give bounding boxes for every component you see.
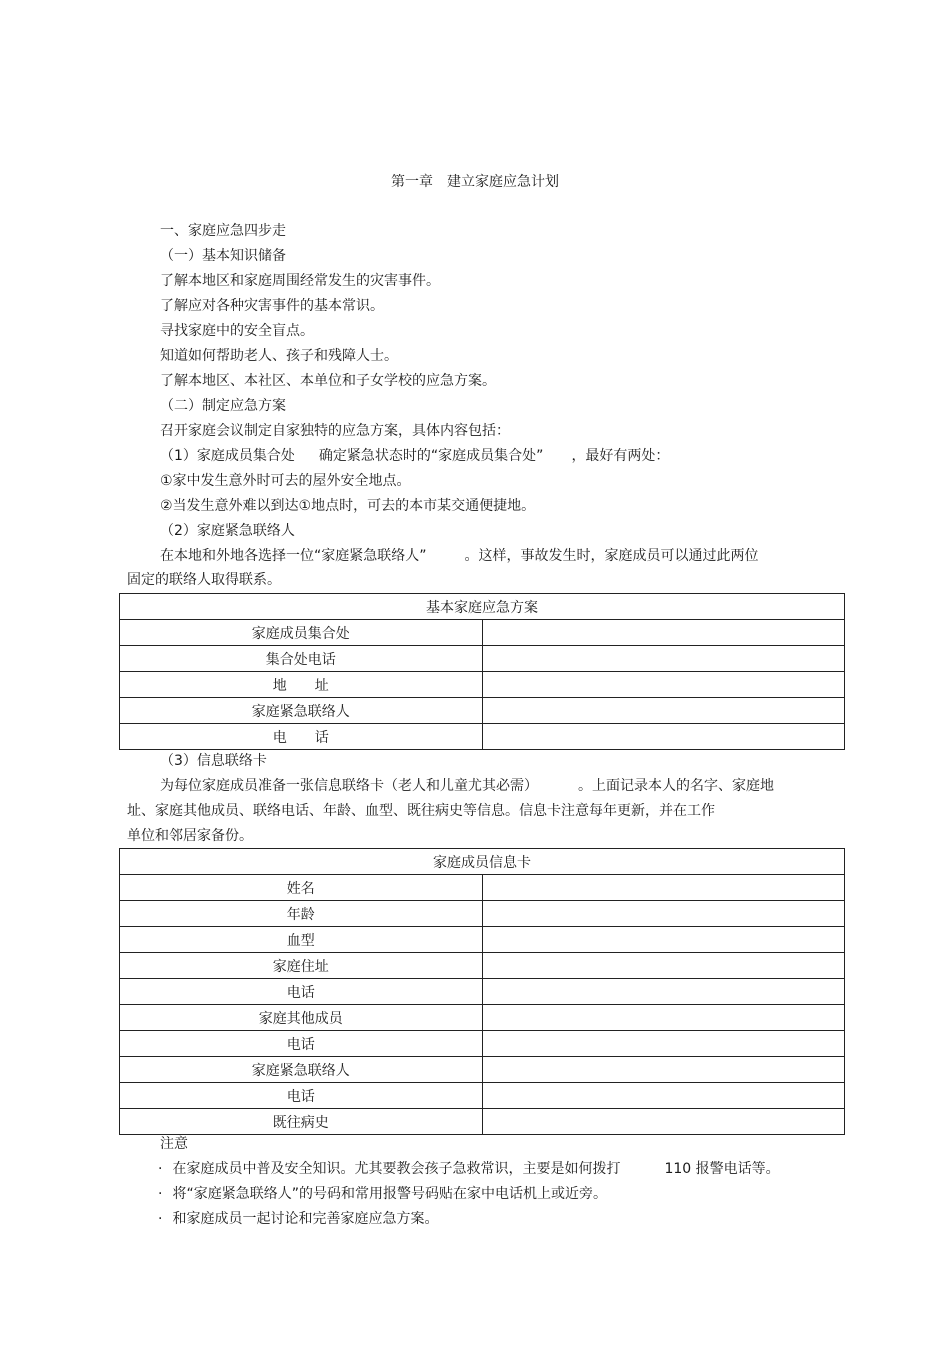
- chapter-title: 第一章 建立家庭应急计划: [391, 174, 559, 190]
- table-row: [120, 1005, 845, 1031]
- row-label: 姓名: [120, 875, 483, 901]
- plan-item-gathering: [160, 447, 669, 465]
- table-row: [120, 953, 845, 979]
- knowledge-item: 寻找家庭中的安全盲点。: [160, 323, 314, 339]
- row-label: 电 话: [120, 724, 483, 750]
- note-item: · 将“家庭紧急联络人”的号码和常用报警号码贴在家中电话机上或近旁。: [158, 1186, 607, 1202]
- basic-plan-table-title: 基本家庭应急方案: [120, 594, 845, 620]
- table-row: [120, 927, 845, 953]
- fill-cell[interactable]: [482, 875, 845, 901]
- fill-cell[interactable]: [482, 698, 845, 724]
- fill-cell[interactable]: [482, 927, 845, 953]
- row-label: 家庭住址: [120, 953, 483, 979]
- fill-cell[interactable]: [482, 646, 845, 672]
- knowledge-item: 了解本地区、本社区、本单位和子女学校的应急方案。: [160, 373, 496, 389]
- row-label: 家庭其他成员: [120, 1005, 483, 1031]
- table-row: [120, 979, 845, 1005]
- member-info-card-table: [119, 848, 845, 1135]
- fill-cell[interactable]: [482, 1031, 845, 1057]
- knowledge-item: 知道如何帮助老人、孩子和残障人士。: [160, 348, 398, 364]
- table-row: [120, 1083, 845, 1109]
- info-card-paragraph-line: 址、家庭其他成员、联络电话、年龄、血型、既往病史等信息。信息卡注意每年更新，并在工作: [127, 803, 715, 819]
- fill-cell[interactable]: [482, 953, 845, 979]
- row-label: 电话: [120, 1083, 483, 1109]
- row-label: 家庭紧急联络人: [120, 698, 483, 724]
- table-row: [120, 698, 845, 724]
- fill-cell[interactable]: [482, 1057, 845, 1083]
- info-card-paragraph-line: 为每位家庭成员准备一张信息联络卡（老人和儿童尤其必需） 。上面记录本人的名字、家庭地: [160, 778, 774, 794]
- plan-item-contact: （2）家庭紧急联络人: [160, 523, 295, 539]
- table-row: [120, 672, 845, 698]
- bullet: ·: [158, 1186, 163, 1202]
- gathering-point: ①家中发生意外时可去的屋外安全地点。: [160, 473, 411, 489]
- knowledge-item: 了解应对各种灾害事件的基本常识。: [160, 298, 384, 314]
- plan-item-gathering-tail: ，最好有两处：: [571, 448, 670, 464]
- fill-cell[interactable]: [482, 1109, 845, 1135]
- fill-cell[interactable]: [482, 979, 845, 1005]
- fill-cell[interactable]: [482, 901, 845, 927]
- row-label: 电话: [120, 979, 483, 1005]
- section-heading: 一、家庭应急四步走: [160, 223, 286, 239]
- table-row: [120, 875, 845, 901]
- note-item: · 和家庭成员一起讨论和完善家庭应急方案。: [158, 1211, 439, 1227]
- table-row: [120, 646, 845, 672]
- table-row: [120, 620, 845, 646]
- notes-heading: 注意: [160, 1136, 188, 1152]
- fill-cell[interactable]: [482, 672, 845, 698]
- row-label: 血型: [120, 927, 483, 953]
- info-card-table-title: 家庭成员信息卡: [120, 849, 845, 875]
- contact-paragraph-line: 在本地和外地各选择一位“家庭紧急联络人” 。这样，事故发生时，家庭成员可以通过此两位: [160, 548, 759, 564]
- table-row: [120, 901, 845, 927]
- subsection-heading-plan: （二）制定应急方案: [160, 398, 286, 414]
- row-label: 年龄: [120, 901, 483, 927]
- fill-cell[interactable]: [482, 1005, 845, 1031]
- plan-item-info-card: （3）信息联络卡: [160, 753, 267, 769]
- basic-plan-table: [119, 593, 845, 750]
- table-row: [120, 1031, 845, 1057]
- gathering-point: ②当发生意外难以到达①地点时，可去的本市某交通便捷地。: [160, 498, 536, 514]
- bullet: ·: [158, 1161, 163, 1177]
- contact-paragraph-line: 固定的联络人取得联系。: [127, 572, 281, 588]
- plan-item-gathering-head: （1）家庭成员集合处: [160, 448, 295, 464]
- table-row: [120, 724, 845, 750]
- row-label: 地 址: [120, 672, 483, 698]
- bullet: ·: [158, 1211, 163, 1227]
- row-label: 电话: [120, 1031, 483, 1057]
- fill-cell[interactable]: [482, 724, 845, 750]
- info-card-paragraph-line: 单位和邻居家备份。: [127, 828, 253, 844]
- row-label: 家庭成员集合处: [120, 620, 483, 646]
- table-row: [120, 1057, 845, 1083]
- fill-cell[interactable]: [482, 1083, 845, 1109]
- table-row: [120, 1109, 845, 1135]
- knowledge-item: 了解本地区和家庭周围经常发生的灾害事件。: [160, 273, 440, 289]
- plan-item-gathering-desc: 确定紧急状态时的“家庭成员集合处”: [318, 448, 544, 464]
- fill-cell[interactable]: [482, 620, 845, 646]
- plan-intro: 召开家庭会议制定自家独特的应急方案，具体内容包括：: [160, 423, 510, 439]
- row-label: 家庭紧急联络人: [120, 1057, 483, 1083]
- subsection-heading-knowledge: （一）基本知识储备: [160, 248, 286, 264]
- row-label: 集合处电话: [120, 646, 483, 672]
- note-item: · 在家庭成员中普及安全知识。尤其要教会孩子急救常识，主要是如何拨打 110 报警电话等。: [158, 1161, 780, 1177]
- row-label: 既往病史: [120, 1109, 483, 1135]
